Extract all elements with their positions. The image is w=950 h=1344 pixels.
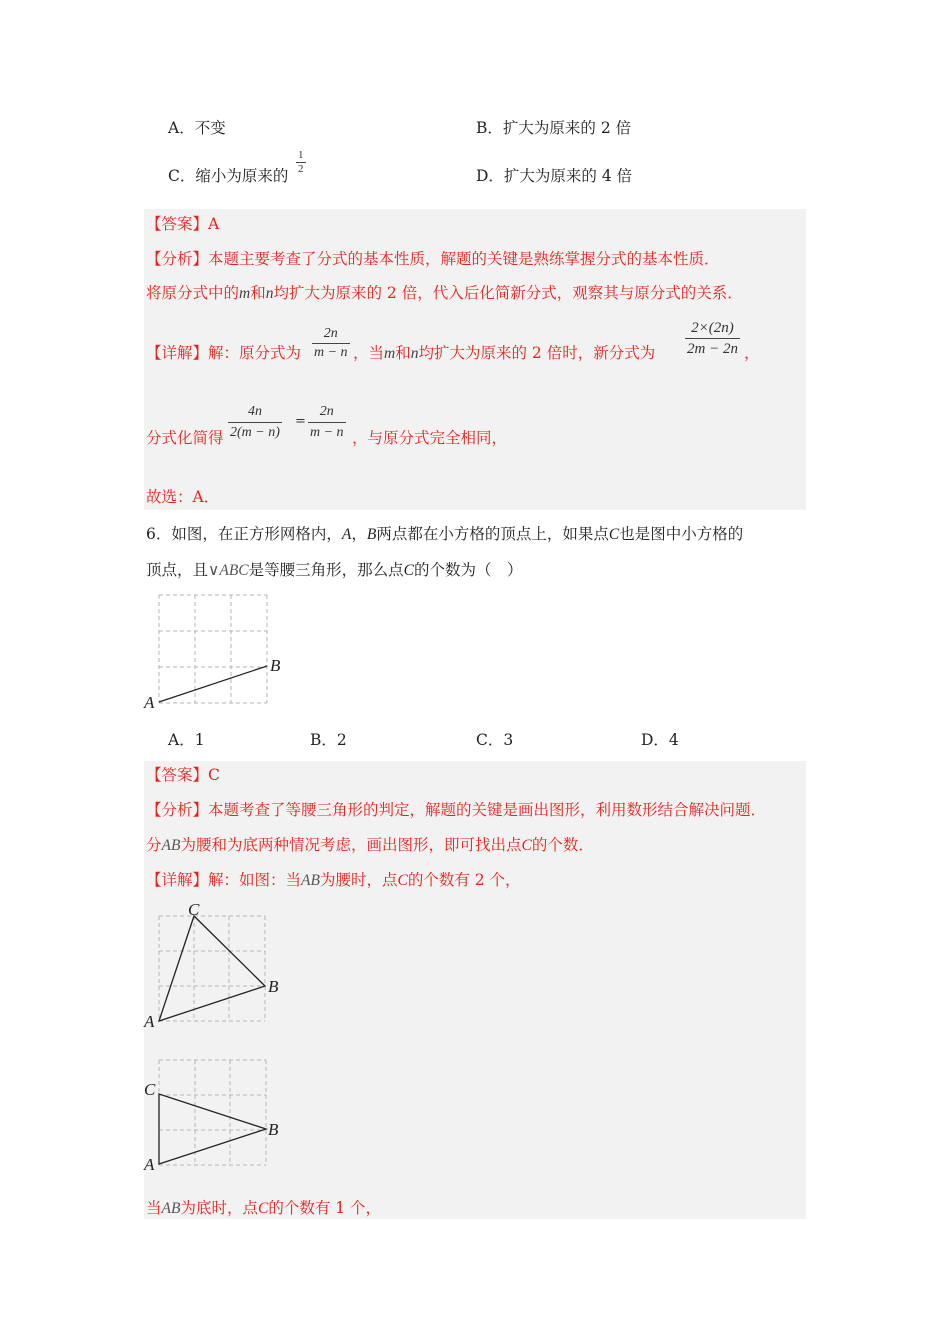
label-a-1: A	[144, 1012, 155, 1031]
q5-simplify-a: 分式化简得	[146, 429, 224, 447]
q5-conclusion: 故选：A．	[146, 488, 220, 506]
q6-answer: 【答案】C	[146, 766, 220, 784]
q6-base-case: 当AB为底时，点C的个数有 1 个，	[146, 1199, 382, 1217]
label-a-2: A	[144, 1155, 155, 1174]
option-b: B．扩大为原来的 2 倍	[476, 119, 632, 137]
triangle-abc-1	[159, 916, 265, 1021]
grid-lines	[159, 595, 267, 703]
q6-option-a: A．1	[168, 731, 205, 749]
q5-detail-b: ，当m和n均扩大为原来的 2 倍时，新分式为	[353, 344, 656, 362]
option-d: D．扩大为原来的 4 倍	[476, 167, 633, 185]
q6-option-c: C．3	[476, 731, 514, 749]
q5-fraction-simplify-left: 4n 2(m − n)	[230, 404, 280, 440]
q6-line1: 6．如图，在正方形网格内，A，B两点都在小方格的顶点上，如果点C也是图中小方格的	[146, 525, 744, 543]
q6-grid-figure	[140, 590, 300, 715]
q6-line2: 顶点，且∨ABC是等腰三角形，那么点C的个数为（ ）	[146, 561, 523, 579]
q5-analysis-2: 将原分式中的m和n均扩大为原来的 2 倍，代入后化简新分式，观察其与原分式的关系．	[146, 284, 743, 302]
q5-fraction-original: 2n m − n	[314, 326, 348, 360]
q5-answer: 【答案】A	[146, 215, 220, 233]
q6-detail: 【详解】解：如图：当AB为腰时，点C的个数有 2 个，	[146, 871, 521, 889]
label-c-1: C	[188, 900, 200, 919]
q6-solution-figure-1	[140, 898, 300, 1033]
label-b: B	[270, 656, 281, 675]
q5-equals: =	[295, 414, 306, 429]
q6-option-d: D．4	[641, 731, 679, 749]
q5-fraction-simplify-right: 2n m − n	[310, 404, 344, 440]
q5-analysis-1: 【分析】本题主要考查了分式的基本性质，解题的关键是熟练掌握分式的基本性质．	[146, 250, 720, 268]
q6-solution-figure-2	[140, 1055, 300, 1175]
option-a: A．不变	[168, 119, 226, 137]
option-c: C．缩小为原来的	[168, 167, 289, 185]
label-c-2: C	[144, 1080, 156, 1099]
q5-simplify-b: ，与原分式完全相同，	[352, 429, 508, 447]
label-b-2: B	[268, 1120, 279, 1139]
q5-detail-a: 【详解】解：原分式为	[146, 344, 302, 362]
label-b-1: B	[268, 977, 279, 996]
triangle-abc-2	[159, 1094, 266, 1164]
q6-analysis-1: 【分析】本题考查了等腰三角形的判定，解题的关键是画出图形，利用数形结合解决问题．	[146, 801, 767, 819]
q6-analysis-2: 分AB为腰和为底两种情况考虑，画出图形，即可找出点C的个数．	[146, 836, 594, 854]
q5-detail-e: ，	[744, 344, 760, 362]
segment-ab	[159, 666, 267, 702]
option-c-fraction: 1 2	[298, 149, 304, 175]
q5-fraction-new: 2×(2n) 2m − 2n	[687, 320, 738, 357]
label-a: A	[144, 693, 155, 712]
q6-option-b: B．2	[310, 731, 347, 749]
